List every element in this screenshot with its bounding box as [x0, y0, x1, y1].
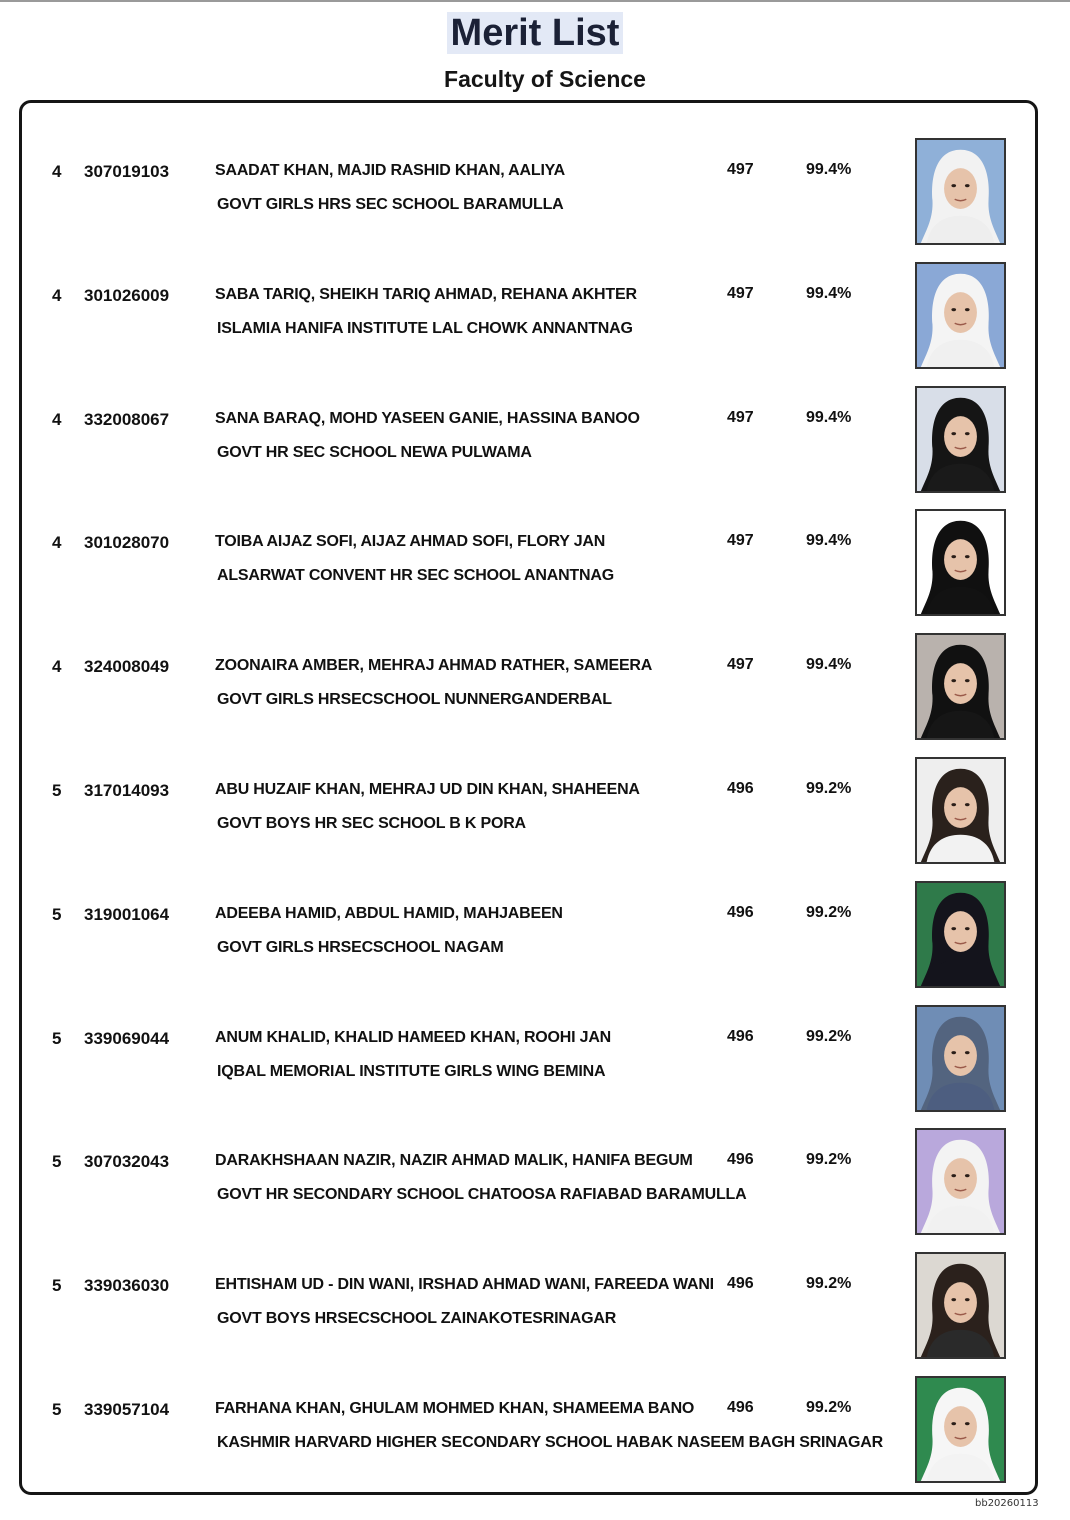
entry-school: ISLAMIA HANIFA INSTITUTE LAL CHOWK ANNANTNAG: [217, 319, 633, 337]
top-rule: [0, 0, 1070, 2]
student-photo-image: [917, 759, 1004, 862]
entry-marks: 497: [727, 408, 754, 426]
entry-rank: 5: [52, 1276, 62, 1296]
page-subtitle: Faculty of Science: [444, 66, 646, 92]
merit-entry: [0, 1005, 1070, 1129]
merit-entry: [0, 881, 1070, 1005]
entry-names: SABA TARIQ, SHEIKH TARIQ AHMAD, REHANA AKHTER: [215, 285, 637, 303]
entry-names: SAADAT KHAN, MAJID RASHID KHAN, AALIYA: [215, 162, 566, 179]
entry-rank: 4: [52, 533, 62, 553]
page-title-text: Merit List: [447, 12, 624, 54]
entry-rank: 5: [52, 1028, 62, 1048]
merit-entry: [0, 509, 1070, 633]
student-photo: [915, 633, 1006, 740]
entry-percentage: 99.2%: [806, 903, 852, 921]
entry-marks: 496: [727, 1275, 754, 1293]
student-photo-image: [917, 1007, 1004, 1110]
page-title: [0, 10, 1070, 56]
entry-percentage: 99.4%: [806, 408, 852, 426]
entry-marks: 496: [727, 903, 754, 921]
student-photo: [915, 262, 1006, 369]
entry-marks: 497: [727, 532, 754, 550]
entry-school: ALSARWAT CONVENT HR SEC SCHOOL ANANTNAG: [217, 567, 614, 585]
student-photo-image: [917, 1254, 1004, 1357]
entry-percentage: 99.2%: [806, 1027, 852, 1045]
entry-percentage: 99.4%: [806, 284, 852, 302]
student-photo: [915, 757, 1006, 864]
entry-rank: 5: [52, 1152, 62, 1172]
entry-school: GOVT HR SECONDARY SCHOOL CHATOOSA RAFIABAD BARAMULLA: [217, 1186, 747, 1204]
document-code: bb20260113: [975, 1498, 1039, 1509]
merit-entry: [0, 386, 1070, 510]
entry-percentage: 99.4%: [806, 161, 852, 178]
student-photo: [915, 1252, 1006, 1359]
entry-names: FARHANA KHAN, GHULAM MOHMED KHAN, SHAMEEMA BANO: [215, 1400, 695, 1417]
entry-rank: 5: [52, 904, 62, 924]
entry-rank: 4: [52, 409, 62, 429]
entry-percentage: 99.4%: [806, 532, 852, 550]
entry-marks: 496: [727, 1151, 754, 1169]
entry-school: GOVT BOYS HRSECSCHOOL ZAINAKOTESRINAGAR: [217, 1310, 617, 1328]
entry-school: GOVT GIRLS HRSECSCHOOL NUNNERGANDERBAL: [217, 691, 612, 709]
merit-entry: [0, 1252, 1070, 1376]
entry-roll-number: 339036030: [84, 1276, 170, 1296]
entry-names: TOIBA AIJAZ SOFI, AIJAZ AHMAD SOFI, FLORY JAN: [215, 533, 606, 551]
student-photo-image: [917, 1130, 1004, 1233]
student-photo-image: [917, 511, 1004, 614]
entry-school: GOVT GIRLS HRS SEC SCHOOL BARAMULLA: [217, 196, 564, 213]
student-photo: [915, 386, 1006, 493]
entry-rank: 4: [52, 162, 62, 181]
student-photo: [915, 1005, 1006, 1112]
entry-names: DARAKHSHAAN NAZIR, NAZIR AHMAD MALIK, HANIFA BEGUM: [215, 1152, 693, 1170]
entry-school: IQBAL MEMORIAL INSTITUTE GIRLS WING BEMINA: [217, 1062, 606, 1080]
student-photo: [915, 509, 1006, 616]
entry-roll-number: 332008067: [84, 409, 170, 429]
entry-school: GOVT BOYS HR SEC SCHOOL B K PORA: [217, 815, 526, 832]
merit-entry: [0, 1376, 1070, 1500]
entry-marks: 496: [727, 1399, 754, 1416]
student-photo: [915, 138, 1006, 245]
entry-marks: 496: [727, 1027, 754, 1045]
entry-percentage: 99.2%: [806, 1151, 852, 1169]
merit-entry: [0, 1128, 1070, 1252]
student-photo-image: [917, 140, 1004, 243]
merit-entry: [0, 138, 1070, 262]
entry-names: SANA BARAQ, MOHD YASEEN GANIE, HASSINA BANOO: [215, 409, 640, 427]
student-photo-image: [917, 264, 1004, 367]
entry-roll-number: 339069044: [84, 1028, 170, 1048]
student-photo: [915, 1128, 1006, 1235]
entry-roll-number: 301026009: [84, 285, 170, 305]
entry-roll-number: 317014093: [84, 781, 170, 800]
entry-roll-number: 319001064: [84, 904, 170, 924]
student-photo-image: [917, 635, 1004, 738]
entry-names: ADEEBA HAMID, ABDUL HAMID, MAHJABEEN: [215, 904, 563, 922]
entry-names: ZOONAIRA AMBER, MEHRAJ AHMAD RATHER, SAMEERA: [215, 657, 653, 675]
entry-roll-number: 301028070: [84, 533, 170, 553]
entry-rank: 5: [52, 781, 62, 800]
student-photo-image: [917, 883, 1004, 986]
entry-roll-number: 307019103: [84, 162, 170, 181]
entry-rank: 5: [52, 1400, 62, 1419]
entry-marks: 497: [727, 656, 754, 674]
merit-entry: [0, 262, 1070, 386]
entry-names: ABU HUZAIF KHAN, MEHRAJ UD DIN KHAN, SHAHEENA: [215, 781, 640, 798]
student-photo-image: [917, 1378, 1004, 1481]
entry-school: GOVT HR SEC SCHOOL NEWA PULWAMA: [217, 443, 532, 461]
merit-entry: [0, 757, 1070, 881]
entry-percentage: 99.2%: [806, 1275, 852, 1293]
entry-roll-number: 307032043: [84, 1152, 170, 1172]
entry-school: GOVT GIRLS HRSECSCHOOL NAGAM: [217, 938, 504, 956]
entry-names: EHTISHAM UD - DIN WANI, IRSHAD AHMAD WANI, FAREEDA WANI: [215, 1276, 714, 1294]
entry-roll-number: 339057104: [84, 1400, 170, 1419]
entry-marks: 497: [727, 284, 754, 302]
entry-marks: 497: [727, 161, 754, 178]
entry-percentage: 99.4%: [806, 656, 852, 674]
entry-marks: 496: [727, 780, 754, 797]
entry-percentage: 99.2%: [806, 1399, 852, 1416]
student-photo: [915, 1376, 1006, 1483]
merit-entry: [0, 633, 1070, 757]
entry-percentage: 99.2%: [806, 780, 852, 797]
student-photo: [915, 881, 1006, 988]
entry-names: ANUM KHALID, KHALID HAMEED KHAN, ROOHI JAN: [215, 1028, 612, 1046]
entry-rank: 4: [52, 657, 62, 677]
entry-roll-number: 324008049: [84, 657, 170, 677]
student-photo-image: [917, 388, 1004, 491]
entry-rank: 4: [52, 285, 62, 305]
entry-school: KASHMIR HARVARD HIGHER SECONDARY SCHOOL HABAK NASEEM BAGH SRINAGAR: [217, 1434, 883, 1451]
